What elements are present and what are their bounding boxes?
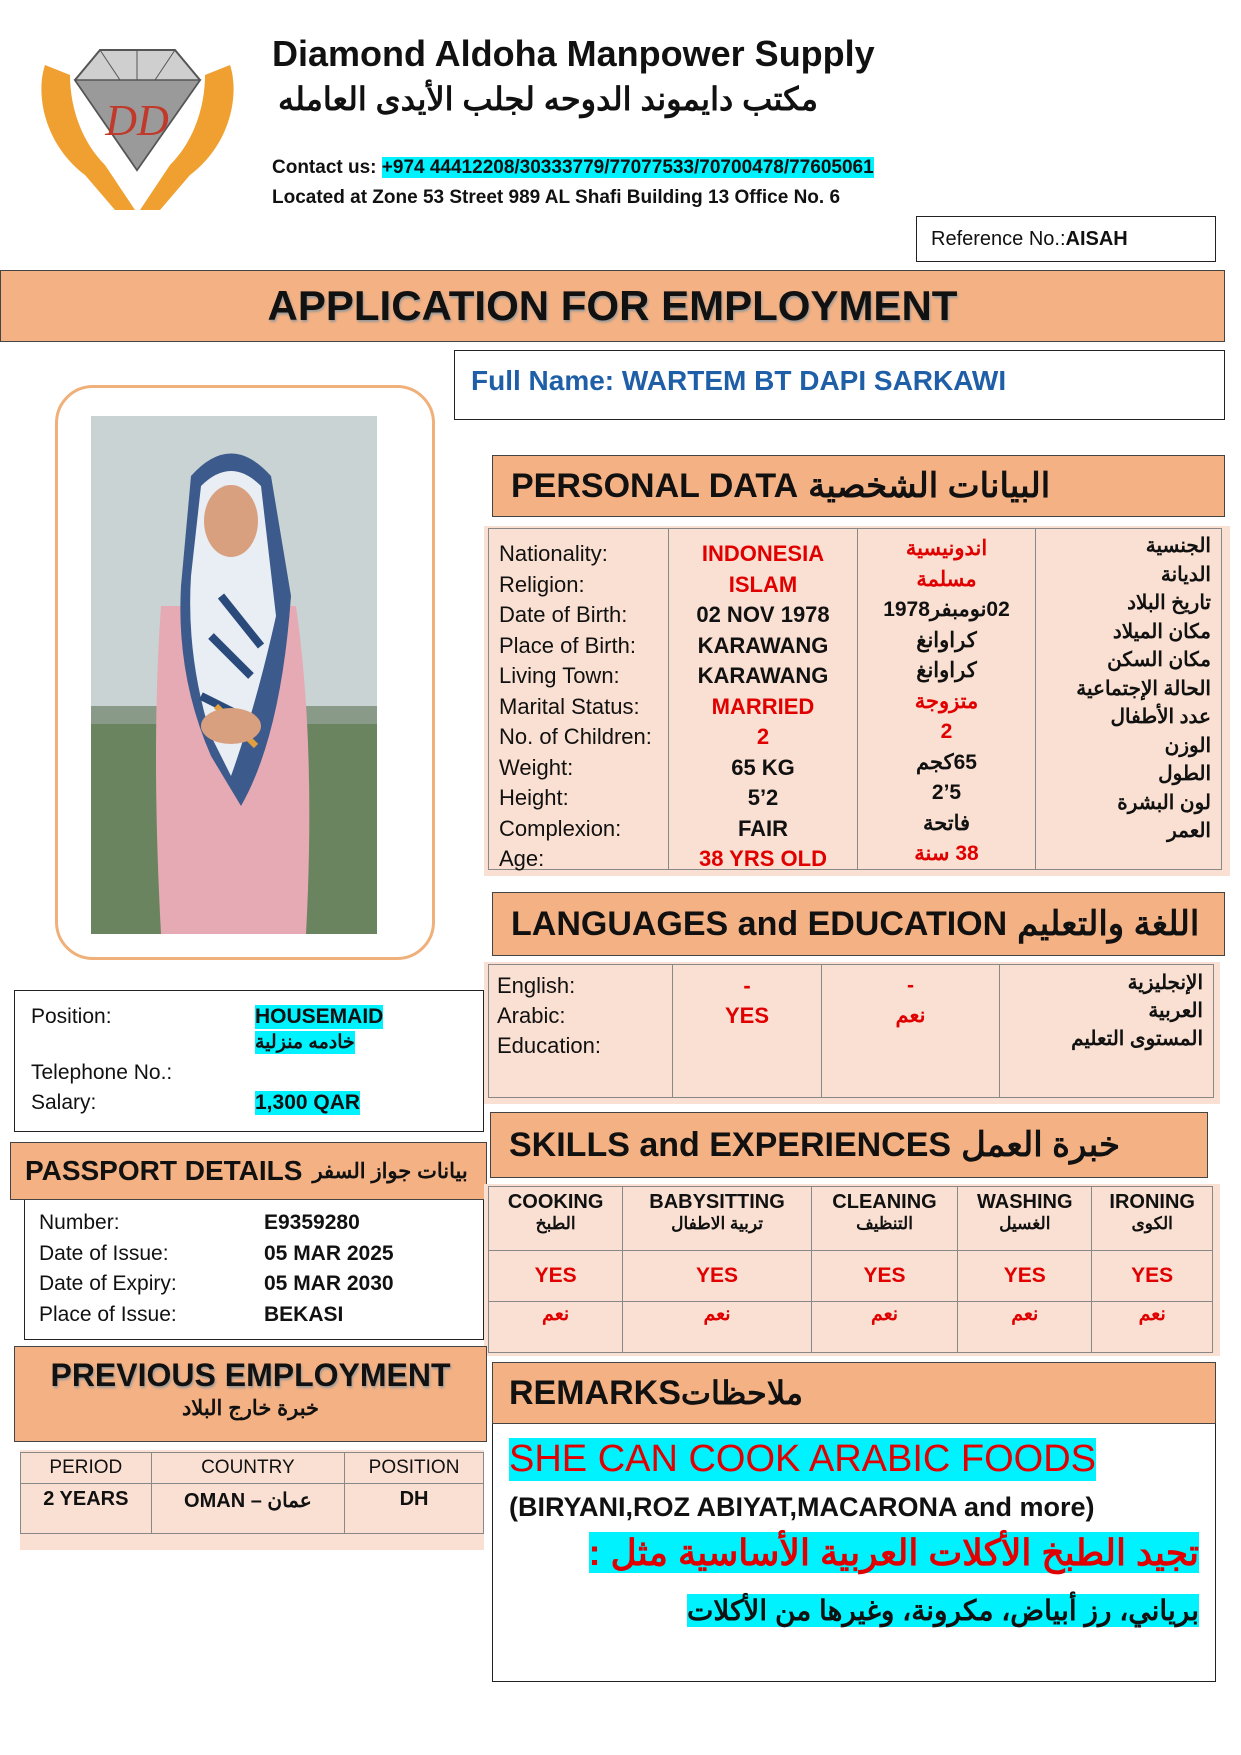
personal-data-title-ar: البيانات الشخصية (808, 467, 1051, 505)
language-ar-value: نعم (895, 1004, 926, 1027)
page-title: APPLICATION FOR EMPLOYMENT (0, 270, 1225, 342)
personal-value: INDONESIA (701, 541, 825, 566)
personal-ar-label: تاريخ البلاد (1127, 592, 1211, 614)
personal-ar-label: الطول (1158, 763, 1211, 785)
remarks-line1: SHE CAN COOK ARABIC FOODS (509, 1438, 1096, 1480)
personal-label: Religion: (499, 571, 585, 597)
language-label: Arabic: (497, 1003, 566, 1028)
personal-ar-label: الوزن (1164, 734, 1211, 757)
skill-yes: YES (958, 1251, 1092, 1302)
personal-ar-label: مكان الميلاد (1112, 620, 1211, 643)
previous-header-row (21, 1453, 484, 1484)
contact-label: Contact us: (272, 157, 377, 178)
personal-value: KARAWANG (697, 632, 829, 658)
salary-label: Salary: (31, 1091, 97, 1114)
languages-title-en: LANGUAGES and EDUCATION (511, 904, 1008, 943)
language-label: Education: (497, 1033, 601, 1058)
personal-ar-label: الديانة (1160, 563, 1211, 586)
company-name-en: Diamond Aldoha Manpower Supply (272, 33, 875, 74)
personal-value: 65 KG (731, 754, 795, 780)
passport-value: 05 MAR 2025 (264, 1241, 394, 1265)
company-name-ar: مكتب دايموند الدوحه لجلب الأيدى العامله (278, 81, 818, 117)
previous-header-cell: PERIOD (21, 1453, 152, 1484)
personal-value: 2 (756, 724, 770, 749)
personal-labels (488, 528, 668, 870)
personal-ar-label: مكان السكن (1107, 649, 1211, 671)
personal-value: FAIR (737, 815, 789, 841)
personal-values (668, 528, 858, 870)
remarks-line3: تجيد الطبخ الأكلات العربية الأساسية مثل : (588, 1532, 1199, 1573)
personal-value: KARAWANG (697, 663, 829, 688)
contact-numbers: +974 44412208/30333779/77077533/70700478/77605061 (381, 157, 874, 178)
skill-yes-ar: نعم (623, 1302, 812, 1353)
passport-row (39, 1269, 483, 1300)
language-ar-label: الإنجليزية (1127, 972, 1203, 994)
personal-value: 38 YRS OLD (699, 846, 827, 871)
personal-ar-value: 38 سنة (914, 842, 979, 865)
skill-name: WASHING (977, 1191, 1073, 1213)
personal-ar-values (858, 528, 1036, 870)
passport-row (39, 1239, 483, 1270)
skills-title-en: SKILLS and EXPERIENCES (509, 1125, 952, 1164)
personal-data-header (492, 455, 1225, 517)
passport-label: Number: (39, 1211, 120, 1234)
passport-row (39, 1300, 483, 1331)
skill-yes-ar: نعم (811, 1302, 957, 1353)
skill-header-cell (1092, 1187, 1213, 1251)
personal-ar-label: لون البشرة (1117, 791, 1211, 814)
skills-yes-row (489, 1251, 1213, 1302)
previous-title-en: PREVIOUS EMPLOYMENT (50, 1357, 451, 1393)
logo-letters: DD (105, 96, 169, 145)
reference-label: Reference No.: (931, 227, 1066, 250)
skill-yes-ar: نعم (489, 1302, 623, 1353)
passport-header (10, 1142, 487, 1200)
personal-data-title-en: PERSONAL DATA (511, 466, 799, 505)
full-name-box (454, 350, 1225, 420)
personal-ar-value: 02نومبفر1978 (883, 598, 1010, 621)
position-value: HOUSEMAID (255, 1005, 384, 1028)
personal-ar-label: عدد الأطفال (1110, 706, 1211, 728)
reference-value: AISAH (1065, 227, 1128, 250)
previous-country: OMAN – عمان (151, 1484, 344, 1534)
skill-header-cell (489, 1187, 623, 1251)
personal-value: ISLAM (728, 571, 798, 597)
position-label: Position: (31, 1005, 112, 1028)
personal-value: 02 NOV 1978 (696, 602, 830, 627)
personal-ar-label: العمر (1167, 820, 1211, 842)
telephone-label: Telephone No.: (31, 1061, 173, 1084)
skill-yes-ar: نعم (1092, 1302, 1213, 1353)
skill-yes: YES (811, 1251, 957, 1302)
remarks-title-ar: ملاحظات (680, 1375, 804, 1411)
skill-name-ar: التنظيف (856, 1214, 913, 1233)
skill-yes: YES (489, 1251, 623, 1302)
address: Located at Zone 53 Street 989 AL Shafi Building 13 Office No. 6 (272, 187, 841, 208)
previous-row (21, 1484, 484, 1534)
previous-period: 2 YEARS (21, 1484, 152, 1534)
skills-yes-ar-row (489, 1302, 1213, 1353)
skill-name: BABYSITTING (649, 1191, 785, 1213)
personal-label: Age: (499, 846, 545, 871)
personal-ar-labels (1036, 528, 1222, 870)
personal-label: Weight: (499, 754, 574, 780)
personal-label: Complexion: (499, 815, 622, 841)
skill-header-cell (958, 1187, 1092, 1251)
personal-label: Date of Birth: (499, 602, 628, 627)
personal-ar-value: كراوانغ (916, 659, 977, 682)
skill-header-cell (623, 1187, 812, 1251)
skill-header-cell (811, 1187, 957, 1251)
passport-label: Place of Issue: (39, 1302, 177, 1326)
passport-value: E9359280 (264, 1211, 360, 1234)
passport-value: 05 MAR 2030 (264, 1272, 394, 1295)
skill-name-ar: الغسيل (999, 1214, 1051, 1233)
photo-frame (55, 385, 435, 960)
languages-table (484, 962, 1220, 1104)
company-logo (25, 35, 250, 215)
passport-details (24, 1200, 484, 1340)
skill-name-ar: الكوى (1131, 1214, 1173, 1233)
previous-employment-table (20, 1450, 484, 1550)
applicant-photo (91, 416, 377, 934)
skill-yes: YES (623, 1251, 812, 1302)
skills-table (484, 1184, 1220, 1356)
position-box (14, 990, 484, 1132)
personal-label: No. of Children: (499, 724, 652, 749)
passport-label: Date of Issue: (39, 1241, 169, 1265)
languages-title-ar: اللغة والتعليم (1017, 905, 1200, 943)
skills-header-row (489, 1187, 1213, 1251)
personal-data-table (484, 526, 1230, 876)
personal-ar-value: مسلمة (916, 567, 977, 591)
skill-name-ar: تربية الاطفال (671, 1214, 763, 1233)
passport-title-ar: بيانات جواز السفر (312, 1159, 468, 1183)
language-label: English: (497, 973, 576, 998)
personal-label: Living Town: (499, 663, 620, 688)
position-value-ar: خادمه منزلية (255, 1032, 355, 1053)
previous-header-cell: COUNTRY (151, 1453, 344, 1484)
skill-yes: YES (1092, 1251, 1213, 1302)
personal-ar-label: الحالة الإجتماعية (1076, 677, 1211, 700)
skills-title-ar: خبرة العمل (961, 1126, 1121, 1164)
personal-ar-label: الجنسية (1145, 535, 1211, 557)
personal-label: Height: (499, 785, 569, 810)
passport-label: Date of Expiry: (39, 1272, 177, 1295)
personal-ar-value: اندونيسية (905, 537, 988, 560)
language-ar-label: المستوى التعليم (1071, 1028, 1203, 1050)
passport-value: BEKASI (264, 1302, 344, 1326)
skills-header (490, 1112, 1208, 1178)
remarks-line2: (BIRYANI,ROZ ABIYAT,MACARONA and more) (509, 1492, 1095, 1522)
remarks-line4: برياني، رز أبياض، مكرونة، وغيرها من الأكلات (687, 1595, 1199, 1626)
language-value: YES (724, 1003, 770, 1028)
remarks-title-en: REMARKS (509, 1373, 681, 1412)
personal-value: 5’2 (747, 785, 779, 810)
previous-position: DH (345, 1484, 484, 1534)
skill-name: IRONING (1109, 1191, 1195, 1213)
diamond-hands-icon (25, 35, 250, 215)
passport-title-en: PASSPORT DETAILS (25, 1155, 303, 1186)
personal-label: Nationality: (499, 541, 608, 566)
language-ar-value: - (907, 974, 914, 997)
personal-label: Marital Status: (499, 693, 640, 719)
contact-line (272, 157, 874, 179)
passport-row (39, 1208, 483, 1239)
personal-ar-value: متزوجة (914, 689, 979, 713)
personal-ar-value: 2 (940, 720, 953, 743)
reference-box (916, 216, 1216, 262)
language-value: - (743, 973, 751, 998)
remarks-header (492, 1362, 1216, 1424)
remarks-box (492, 1424, 1216, 1682)
skill-yes-ar: نعم (958, 1302, 1092, 1353)
skill-name: COOKING (507, 1191, 604, 1213)
personal-label: Place of Birth: (499, 632, 636, 658)
languages-header (492, 892, 1225, 956)
personal-ar-value: 5’2 (931, 781, 962, 804)
skill-name: CLEANING (832, 1191, 937, 1213)
skill-name-ar: الطبخ (535, 1214, 576, 1233)
personal-ar-value: فاتحة (922, 811, 971, 835)
previous-employment-header (14, 1346, 487, 1442)
personal-ar-value: كراوانغ (916, 628, 977, 652)
salary-value: 1,300 QAR (255, 1091, 361, 1114)
language-ar-label: العربية (1148, 1000, 1203, 1022)
personal-value: MARRIED (711, 693, 815, 719)
previous-title-ar: خبرة خارج البلاد (181, 1397, 320, 1420)
personal-ar-value: 65كجم (916, 750, 977, 774)
full-name: Full Name: WARTEM BT DAPI SARKAWI (471, 365, 1007, 396)
previous-header-cell: POSITION (345, 1453, 484, 1484)
